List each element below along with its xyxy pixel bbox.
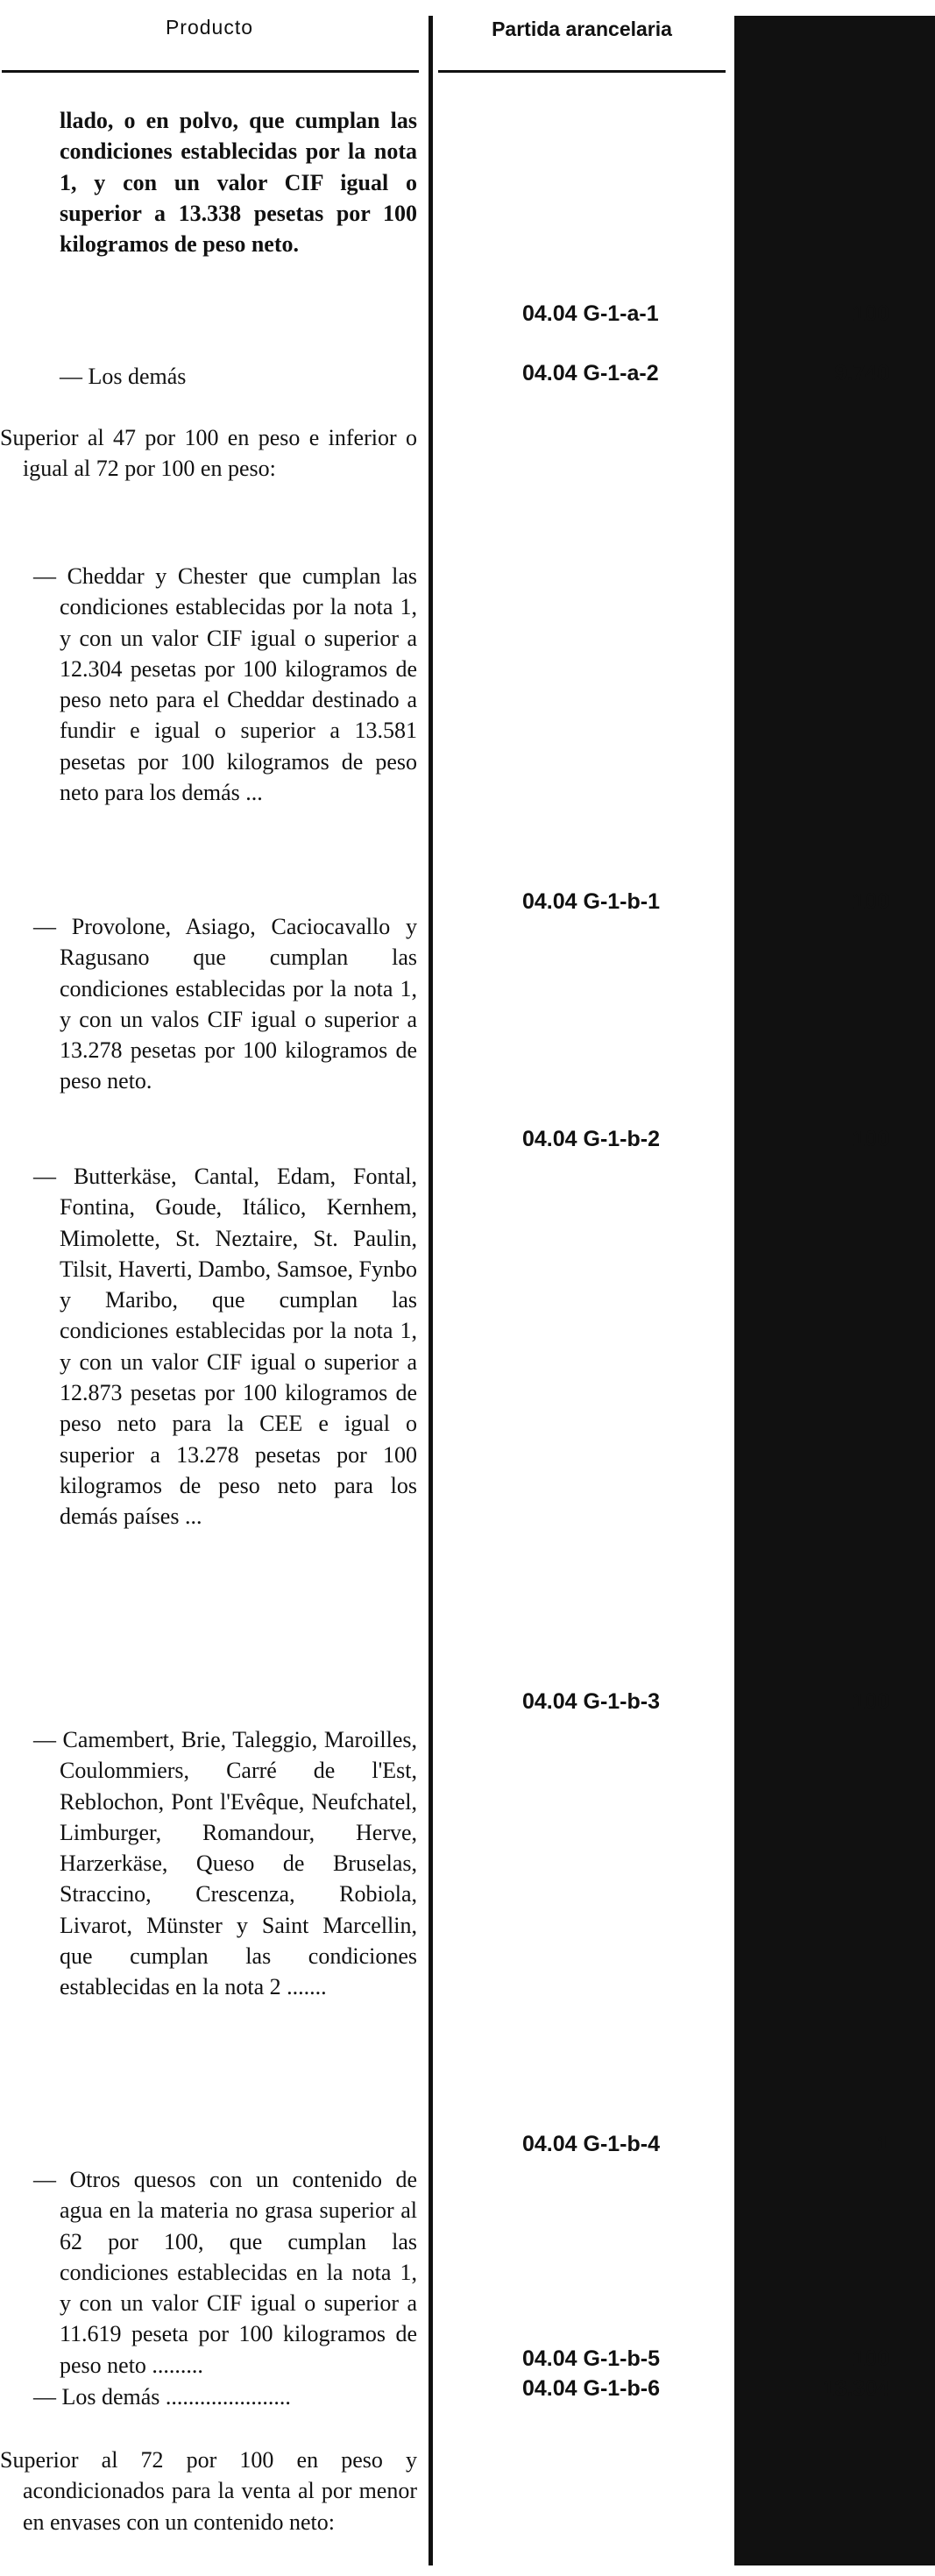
pesetas-value: 13.304 [822,2376,889,2401]
product-text-cheddar: — Cheddar y Chester que cumplan las condiciones establecidas por la nota 1, y con un valor CIF igual o superior a 12.304 pesetas por 100 kilogramos de peso neto para el Cheddar destinado a fundir e igual o superior a 13.581 pesetas por 100 kilogramos de peso neto para los demás ... [33,563,417,806]
pesetas-value: 9.740 [834,361,889,386]
pesetas-value: 100 [853,1689,889,1714]
product-heading-47-72: Superior al 47 por 100 en peso e inferior o igual al 72 por 100 en peso: [0,425,417,482]
tariff-code: 04.04 G-1-b-3 [522,1689,661,1714]
product-text-los-demas-2: — Los demás ...................... [33,2384,291,2410]
product-text-provolone: — Provolone, Asiago, Caciocavallo y Ragusano que cumplan las condiciones establecidas por la nota 1, y con un valos CIF igual o superior a 13.278 pesetas por 100 kilogramos de peso neto. [33,914,417,1094]
pesetas-value: 100 [853,2346,889,2371]
tariff-code: 04.04 G-1-a-2 [522,361,659,386]
product-text-camembert: — Camembert, Brie, Taleggio, Maroilles, Coulommiers, Carré de l'Est, Reblochon, Pont l'Evêque, Neufchatel, Limburger, Romandour, Herve, Harzerkäse, Queso de Bruselas, Straccino, Crescenza, Robiola, Livarot, Münster y Saint Marcellin, que cumplan las condiciones establecidas en la nota 2 ....... [33,1727,417,2000]
product-text-los-demas-1: — Los demás [60,364,187,389]
pesetas-value: 100 [853,1127,889,1151]
product-heading-over-72: Superior al 72 por 100 en peso y acondicionados para la venta al por menor en envases con un contenido neto: [0,2447,417,2535]
header-rule-producto [2,70,419,73]
pesetas-value: 1 [877,2132,889,2156]
tariff-code: 04.04 G-1-b-2 [522,1127,661,1151]
tariff-code: 04.04 G-1-b-6 [522,2376,661,2401]
product-text-butterkase: — Butterkäse, Cantal, Edam, Fontal, Fontina, Goude, Itálico, Kernhem, Mimolette, St. Neztaire, St. Paulin, Tilsit, Haverti, Dambo, Samsoe, Fynbo y Maribo, que cumplan las condiciones establecidas por la nota 1, y con un valor CIF igual o superior a 12.873 pesetas por 100 kilogramos de peso neto para la CEE e igual o superior a 13.278 pesetas por 100 kilogramos de peso neto para los demás países ... [33,1164,417,1530]
product-text-continued: llado, o en polvo, que cumplan las condiciones establecidas por la nota 1, y con un valor CIF igual o superior a 13.338 pesetas por 100 kilogramos de peso neto. [60,108,417,258]
header-rule-partida [438,70,726,73]
tariff-code: 04.04 G-1-b-1 [522,889,661,914]
column-header-producto: Producto [165,16,254,39]
product-text-otros-quesos: — Otros quesos con un contenido de agua en la materia no grasa superior al 62 por 100, que cumplan las condiciones establecidas en la nota 1, y con un valor CIF igual o superior a 11.619 peseta por 100 kilogramos de peso neto ......... [33,2167,417,2378]
tariff-code: 04.04 G-1-a-1 [522,301,659,326]
pesetas-value: 100 [853,889,889,914]
column-divider-1 [429,16,433,2565]
pesetas-value: 100 [853,301,889,326]
column-divider-2 [734,16,935,2565]
tariff-code: 04.04 G-1-b-5 [522,2346,661,2371]
tariff-code: 04.04 G-1-b-4 [522,2132,661,2156]
column-header-partida: Partida arancelaria [492,18,672,40]
